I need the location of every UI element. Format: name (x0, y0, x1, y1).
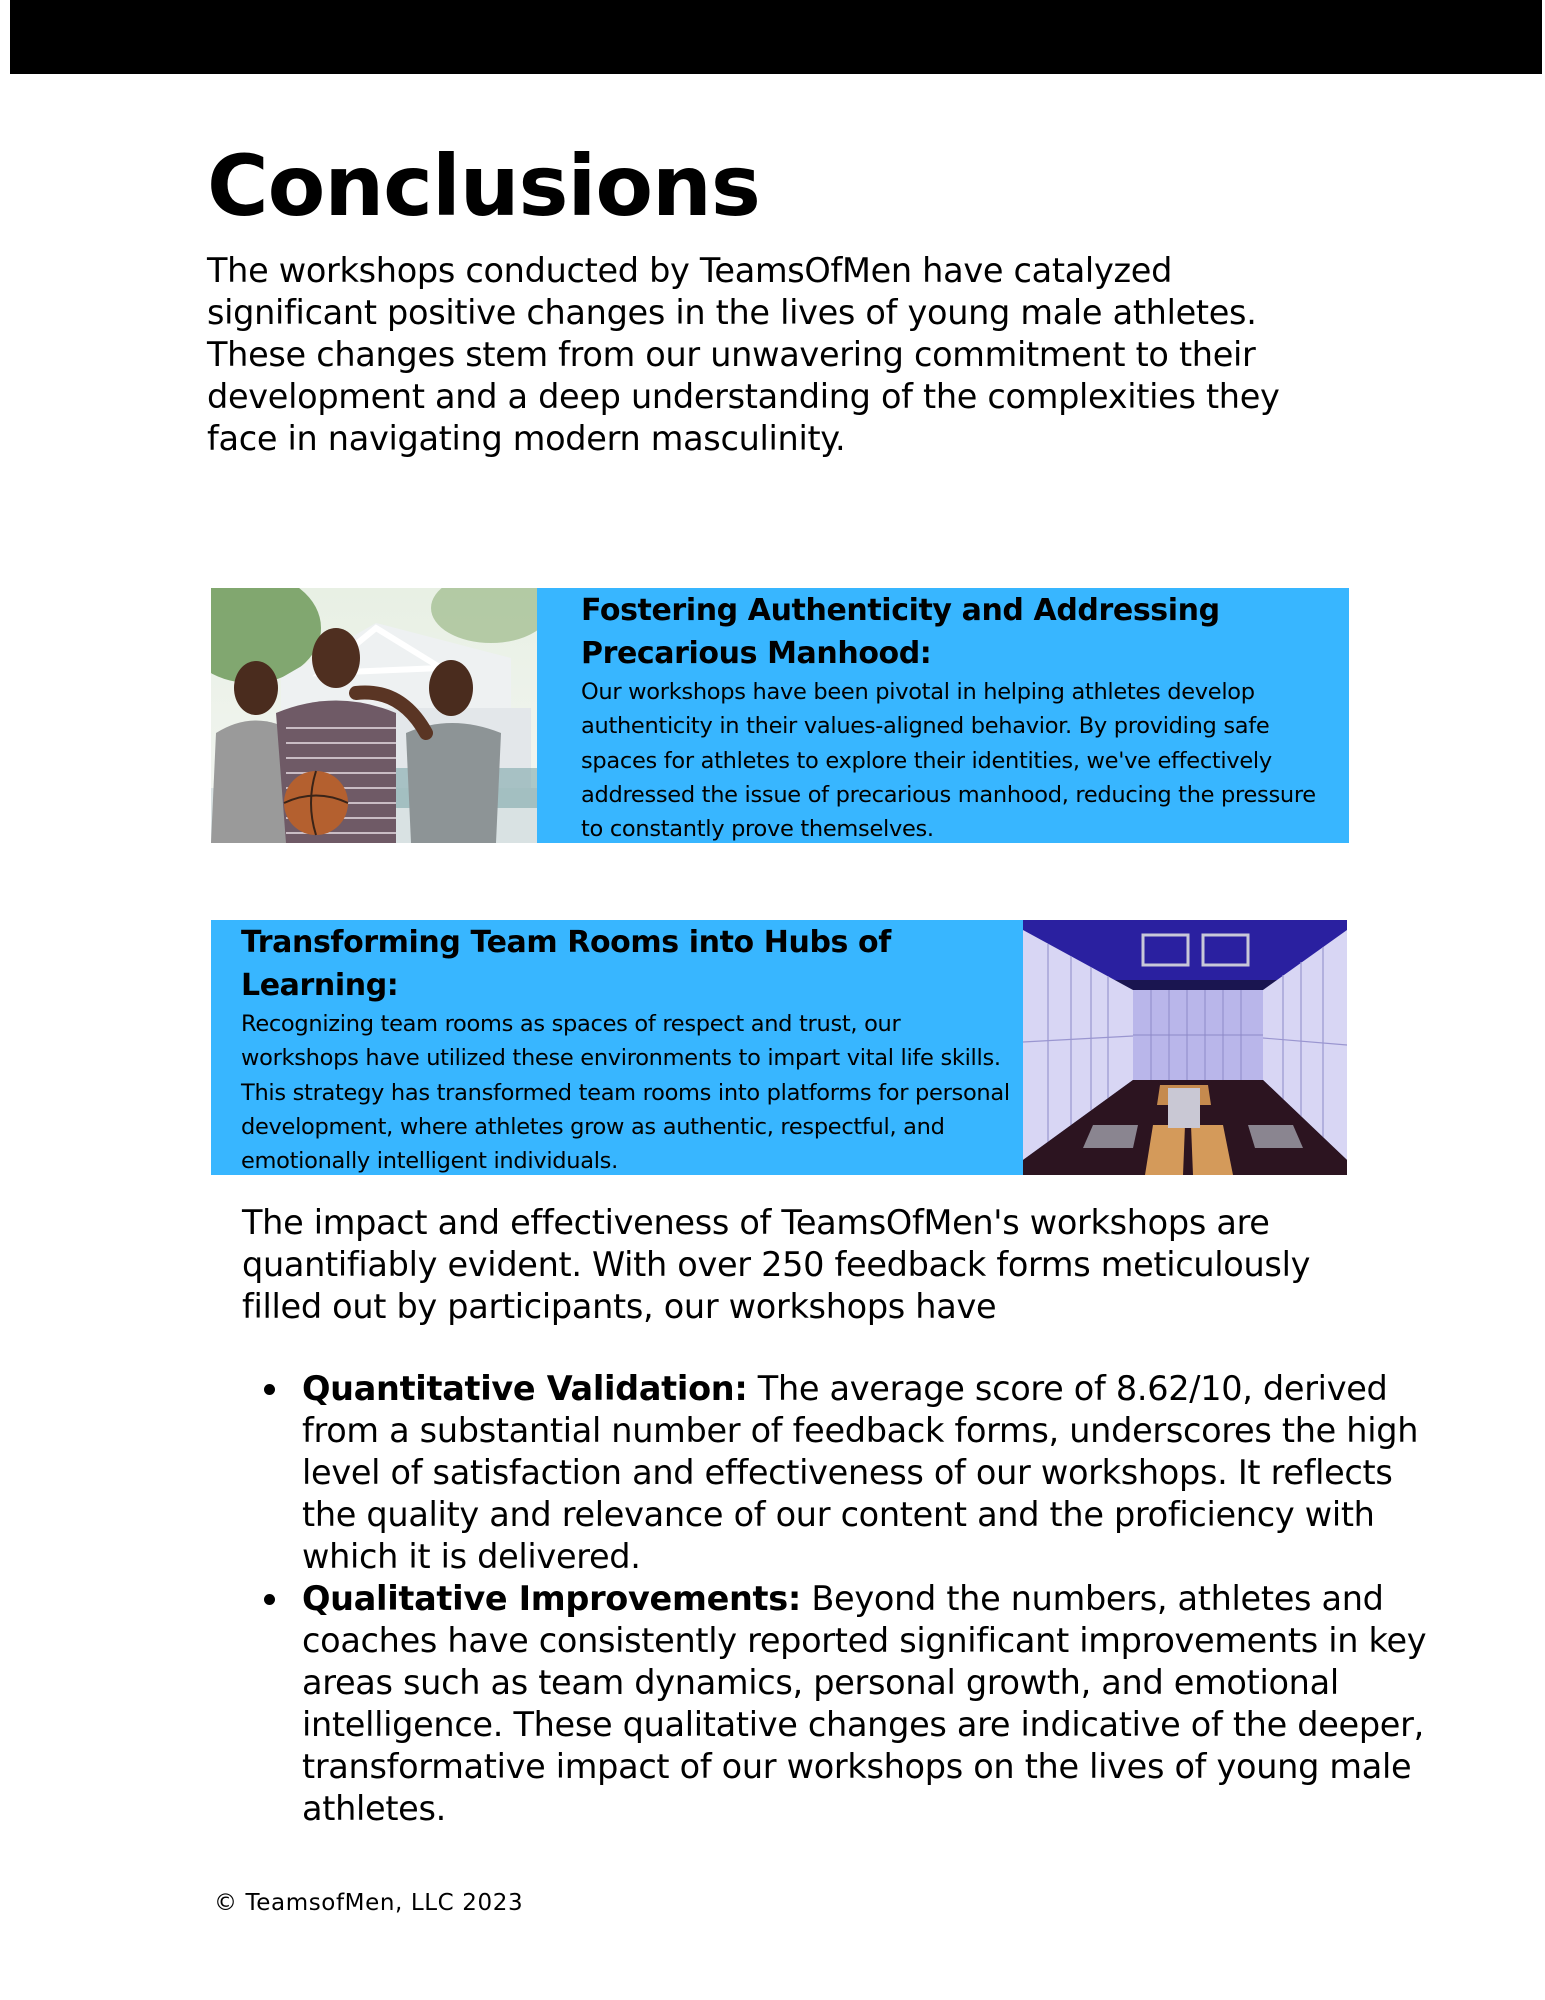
locker-room-photo-illustration (1023, 920, 1347, 1175)
bullet-dot-icon (264, 1384, 275, 1395)
card-text: Recognizing team rooms as spaces of respect and trust, our workshops have utilized these environments to impart vital life skills. This strategy has transformed team rooms into platforms for personal development, where athletes grow as authentic, respectful, and emotionally intelligent individuals. (241, 1011, 1010, 1175)
card-text: Our workshops have been pivotal in helping athletes develop authenticity in their values-aligned behavior. By providing safe spaces for athletes to explore their identities, we've effectively addressed the issue of precarious manhood, reducing the pressure to constantly prove themselves. (581, 679, 1316, 843)
bullet-qualitative (302, 1578, 1427, 1830)
bullet-text: Beyond the numbers, athletes and coaches have consistently reported significant improvements in key areas such as team dynamics, personal growth, and emotional intelligence. These qualitative changes are indicative of the deeper, transformative impact of our workshops on the lives of young male athletes. (302, 1579, 1427, 1828)
bullet-text: The average score of 8.62/10, derived from a substantial number of feedback forms, underscores the high level of satisfaction and effectiveness of our workshops. It reflects the quality and relevance of our content and the proficiency with which it is delivered. (302, 1369, 1419, 1576)
copyright-footer: © TeamsofMen, LLC 2023 (214, 1890, 524, 1916)
bullet-dot-icon (264, 1594, 275, 1605)
bullet-label: Quantitative Validation: (302, 1369, 748, 1408)
card-team-rooms-body (211, 920, 1023, 1175)
impact-paragraph: The impact and effectiveness of TeamsOfMen's workshops are quantifiably evident. With over 250 feedback forms meticulously filled out by participants, our workshops have (242, 1203, 1311, 1326)
card-authenticity-body (537, 588, 1349, 843)
bullet-label: Qualitative Improvements: (302, 1579, 802, 1618)
bullet-quantitative (302, 1368, 1427, 1578)
athletes-photo (211, 588, 537, 843)
impact-bullet-list (242, 1368, 1427, 1830)
athletes-photo-illustration (211, 588, 537, 843)
card-heading: Fostering Authenticity and Addressing Precarious Manhood: (581, 593, 1220, 671)
locker-room-photo (1023, 920, 1349, 1175)
page-title: Conclusions (207, 137, 760, 235)
card-team-rooms (211, 920, 1349, 1175)
card-heading: Transforming Team Rooms into Hubs of Learning: (241, 925, 891, 1003)
card-authenticity (211, 588, 1349, 843)
header-bar (10, 0, 1542, 74)
intro-paragraph: The workshops conducted by TeamsOfMen have catalyzed significant positive changes in the lives of young male athletes. These changes stem from our unwavering commitment to their development and a deep understanding of the complexities they face in navigating modern masculinity. (207, 251, 1280, 458)
